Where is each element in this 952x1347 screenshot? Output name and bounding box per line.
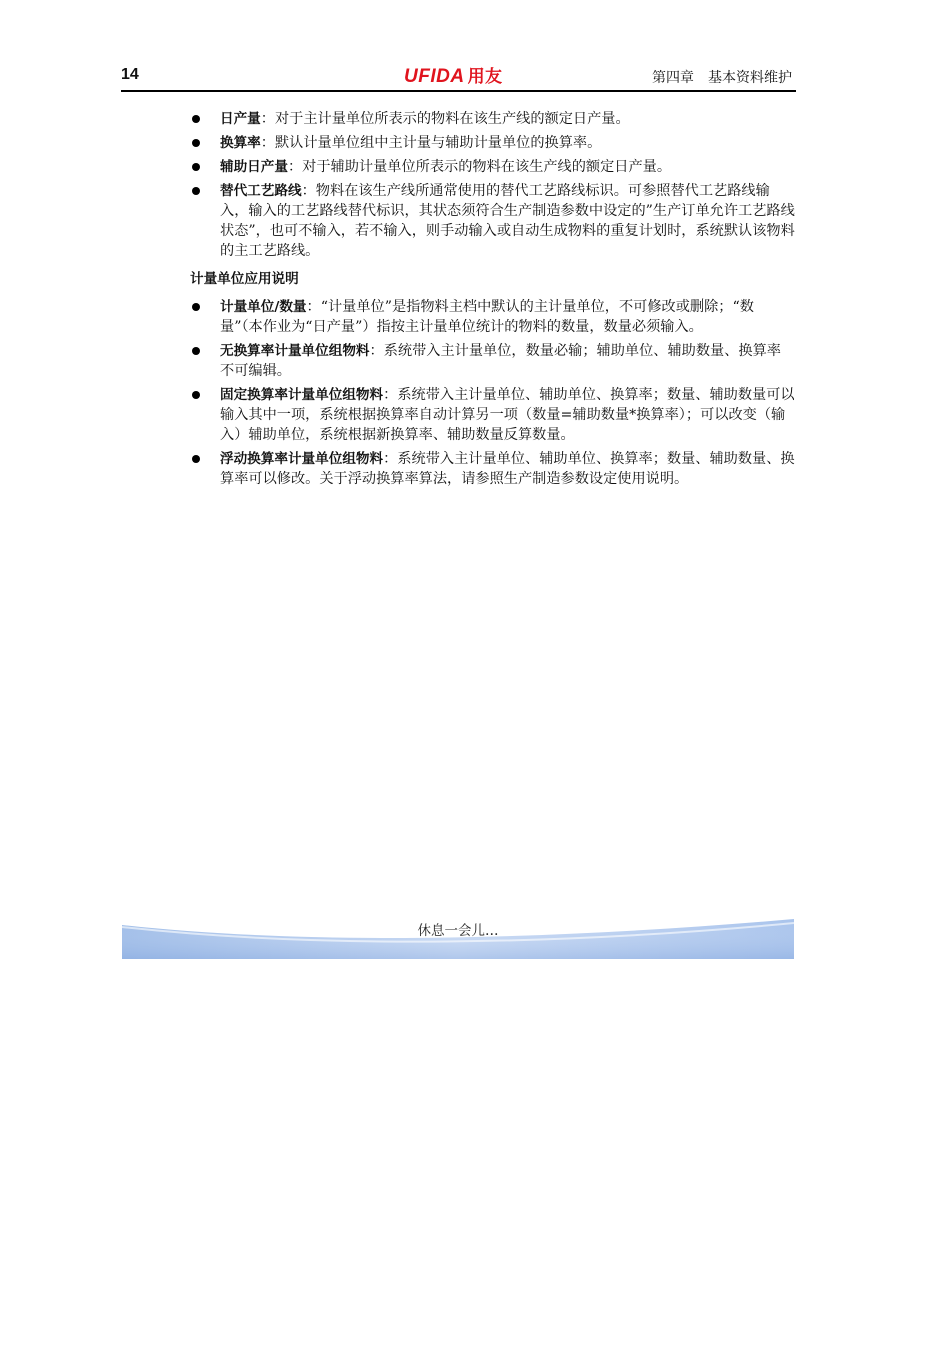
- list-item: [190, 385, 795, 445]
- list-item: [190, 157, 795, 177]
- field-description-list: [190, 109, 795, 261]
- list-item: [190, 341, 795, 381]
- item-term: 固定换算率计量单位组物料: [220, 387, 384, 403]
- ufida-logo: [404, 62, 503, 88]
- page-body: [190, 109, 795, 493]
- item-text: ：系统带入主计量单位、辅助单位、换算率；数量、辅助数量、换算率可以修改。关于浮动换算率算法，请参照生产制造参数设定使用说明。: [220, 451, 795, 487]
- bullet-icon: [192, 187, 200, 195]
- logo-brand-text: UFIDA: [404, 66, 465, 87]
- item-text: ：物料在该生产线所通常使用的替代工艺路线标识。可参照替代工艺路线输入，输入的工艺路线替代标识，其状态须符合生产制造参数中设定的”生产订单允许工艺路线状态”，也可不输入，若不输入，则手动输入或自动生成物料的重复计划时，系统默认该物料的主工艺路线。: [220, 183, 795, 259]
- item-term: 浮动换算率计量单位组物料: [220, 451, 384, 467]
- footer-text: 休息一会儿…: [417, 923, 499, 939]
- item-term: 日产量: [220, 111, 261, 127]
- list-item: [190, 109, 795, 129]
- bullet-icon: [192, 163, 200, 171]
- item-term: 无换算率计量单位组物料: [220, 343, 370, 359]
- item-term: 替代工艺路线: [220, 183, 302, 199]
- page-number: 14: [121, 66, 139, 83]
- item-text: ：默认计量单位组中主计量与辅助计量单位的换算率。: [260, 135, 602, 151]
- bullet-icon: [192, 139, 200, 147]
- list-item: [190, 181, 795, 261]
- bullet-icon: [192, 347, 200, 355]
- item-term: 计量单位/数量: [220, 299, 307, 315]
- item-term: 辅助日产量: [220, 159, 288, 175]
- item-text: ：对于辅助计量单位所表示的物料在该生产线的额定日产量。: [287, 159, 672, 175]
- item-text: ：对于主计量单位所表示的物料在该生产线的额定日产量。: [260, 111, 630, 127]
- chapter-title: 第四章 基本资料维护: [652, 70, 792, 86]
- item-text: ：系统带入主计量单位、辅助单位、换算率；数量、辅助数量可以输入其中一项，系统根据换算率自动计算另一项（数量=辅助数量*换算率）；可以改变（输入）辅助单位，系统根据新换算率、辅助数量反算数量。: [220, 387, 795, 443]
- item-text: ：系统带入主计量单位，数量必输；辅助单位、辅助数量、换算率不可编辑。: [220, 343, 781, 379]
- list-item: [190, 133, 795, 153]
- bullet-icon: [192, 391, 200, 399]
- list-item: [190, 449, 795, 489]
- page-header: [121, 62, 796, 92]
- bullet-icon: [192, 303, 200, 311]
- bullet-icon: [192, 455, 200, 463]
- unit-usage-list: [190, 297, 795, 489]
- bullet-icon: [192, 115, 200, 123]
- footer-band: [122, 915, 794, 959]
- item-term: 换算率: [220, 135, 261, 151]
- list-item: [190, 297, 795, 337]
- item-text: ：“计量单位”是指物料主档中默认的主计量单位，不可修改或删除；“数量”（本作业为“日产量”）指按主计量单位统计的物料的数量，数量必须输入。: [220, 299, 754, 335]
- logo-cn-text: 用友: [467, 67, 503, 86]
- section-heading: 计量单位应用说明: [190, 271, 299, 287]
